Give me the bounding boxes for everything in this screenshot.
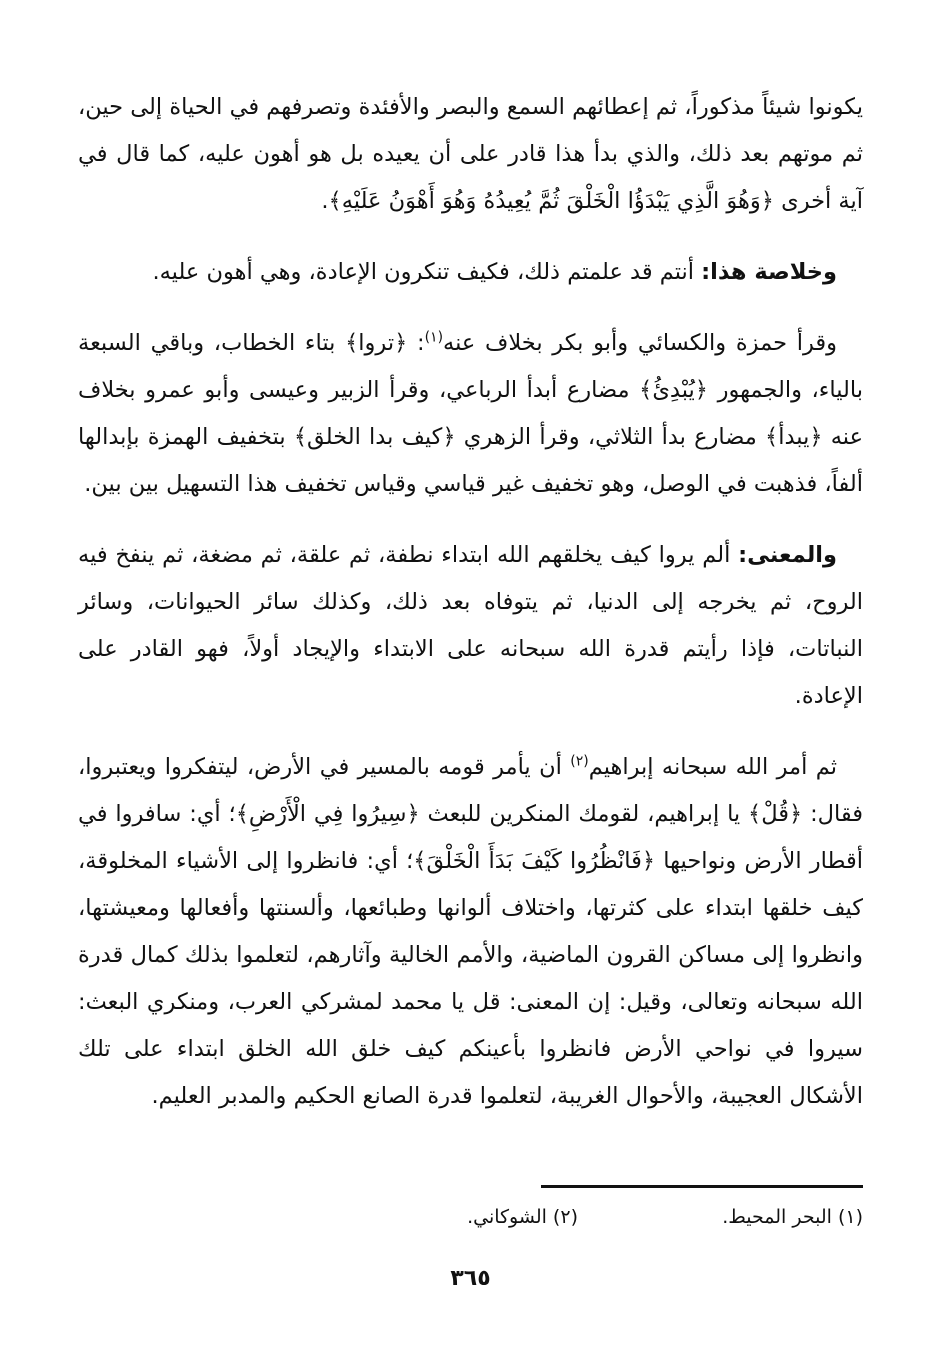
footnote-ref-2: (٢) [570,753,589,770]
page-number: ٣٦٥ [450,1266,491,1291]
page-body [78,84,863,1291]
paragraph-3-before-note: وقرأ حمزة والكسائي وأبو بكر بخلاف عنه [443,330,837,356]
paragraph-4-text: ألم يروا كيف يخلقهم الله ابتداء نطفة، ثم علقة، ثم مضغة، ثم ينفخ فيه الروح، ثم يخرجه إلى الدنيا، ثم يتوفاه بعد ذلك، وكذلك سائر الحيوانات، وسائر النباتات، فإذا رأيتم قدرة الله سبحانه على الابتداء والإيجاد أولاً، فهو القادر على الإعادة. [78,542,863,709]
paragraph-5-text: أن يأمر قومه بالمسير في الأرض، ليتفكروا ويعتبروا، فقال: ﴿قُلْ﴾ يا إبراهيم، لقومك المنكرين للبعث ﴿سِيرُوا فِي الْأَرْضِ﴾؛ أي: سافروا في أقطار الأرض ونواحيها ﴿فَانْظُرُوا كَيْفَ بَدَأَ الْخَلْقَ﴾؛ أي: فانظروا إلى الأشياء المخلوقة، كيف خلقها ابتداء على كثرتها، واختلاف ألوانها وطبائعها، وألسنتها وأفعالها ومعيشتها، وانظروا إلى مساكن القرون الماضية، والأمم الخالية وآثارهم، لتعلموا بذلك كمال قدرة الله سبحانه وتعالى، وقيل: إن المعنى: قل يا محمد لمشركي العرب، ومنكري البعث: سيروا في نواحي الأرض فانظروا بأعينكم كيف خلق الله الخلق ابتداء على تلك الأشكال العجيبة، والأحوال الغريبة، لتعلموا قدرة الصانع الحكيم والمدبر العليم. [78,754,863,1109]
paragraph-2-lead: وخلاصة هذا: [701,259,837,285]
paragraph-2-text: أنتم قد علمتم ذلك، فكيف تنكرون الإعادة، وهي أهون عليه. [152,259,702,285]
paragraph-3 [78,320,863,508]
paragraph-3-text: : ﴿تروا﴾ بتاء الخطاب، وباقي السبعة بالياء، والجمهور ﴿يُبْدِئُ﴾ مضارع أبدأ الرباعي، وقرأ الزبير وعيسى وأبو عمرو بخلاف عنه ﴿يبدأ﴾ مضارع بدأ الثلاثي، وقرأ الزهري ﴿كيف بدا الخلق﴾ بتخفيف الهمزة بإبدالها ألفاً، فذهبت في الوصل، وهو تخفيف غير قياسي وقياس تخفيف هذا التسهيل بين بين. [78,330,863,497]
paragraph-5 [78,744,863,1120]
paragraph-4 [78,532,863,720]
paragraph-1-text: يكونوا شيئاً مذكوراً، ثم إعطائهم السمع والبصر والأفئدة وتصرفهم في الحياة إلى حين، ثم موتهم بعد ذلك، والذي بدأ هذا قادر على أن يعيده بل هو أهون عليه، كما قال في آية أخرى ﴿وَهُوَ الَّذِي يَبْدَؤُا الْخَلْقَ ثُمَّ يُعِيدُهُ وَهُوَ أَهْوَنُ عَلَيْهِ﴾. [78,94,863,214]
paragraph-5-before-note: ثم أمر الله سبحانه إبراهيم [588,754,837,780]
footnote-separator [541,1185,863,1188]
footnote-ref-1: (١) [424,329,444,346]
paragraph-2 [78,249,863,296]
footnote-1: (١) البحر المحيط. [722,1206,863,1228]
footnote-2: (٢) الشوكاني. [467,1206,578,1228]
paragraph-4-lead: والمعنى: [738,542,837,568]
paragraph-1 [78,84,863,225]
